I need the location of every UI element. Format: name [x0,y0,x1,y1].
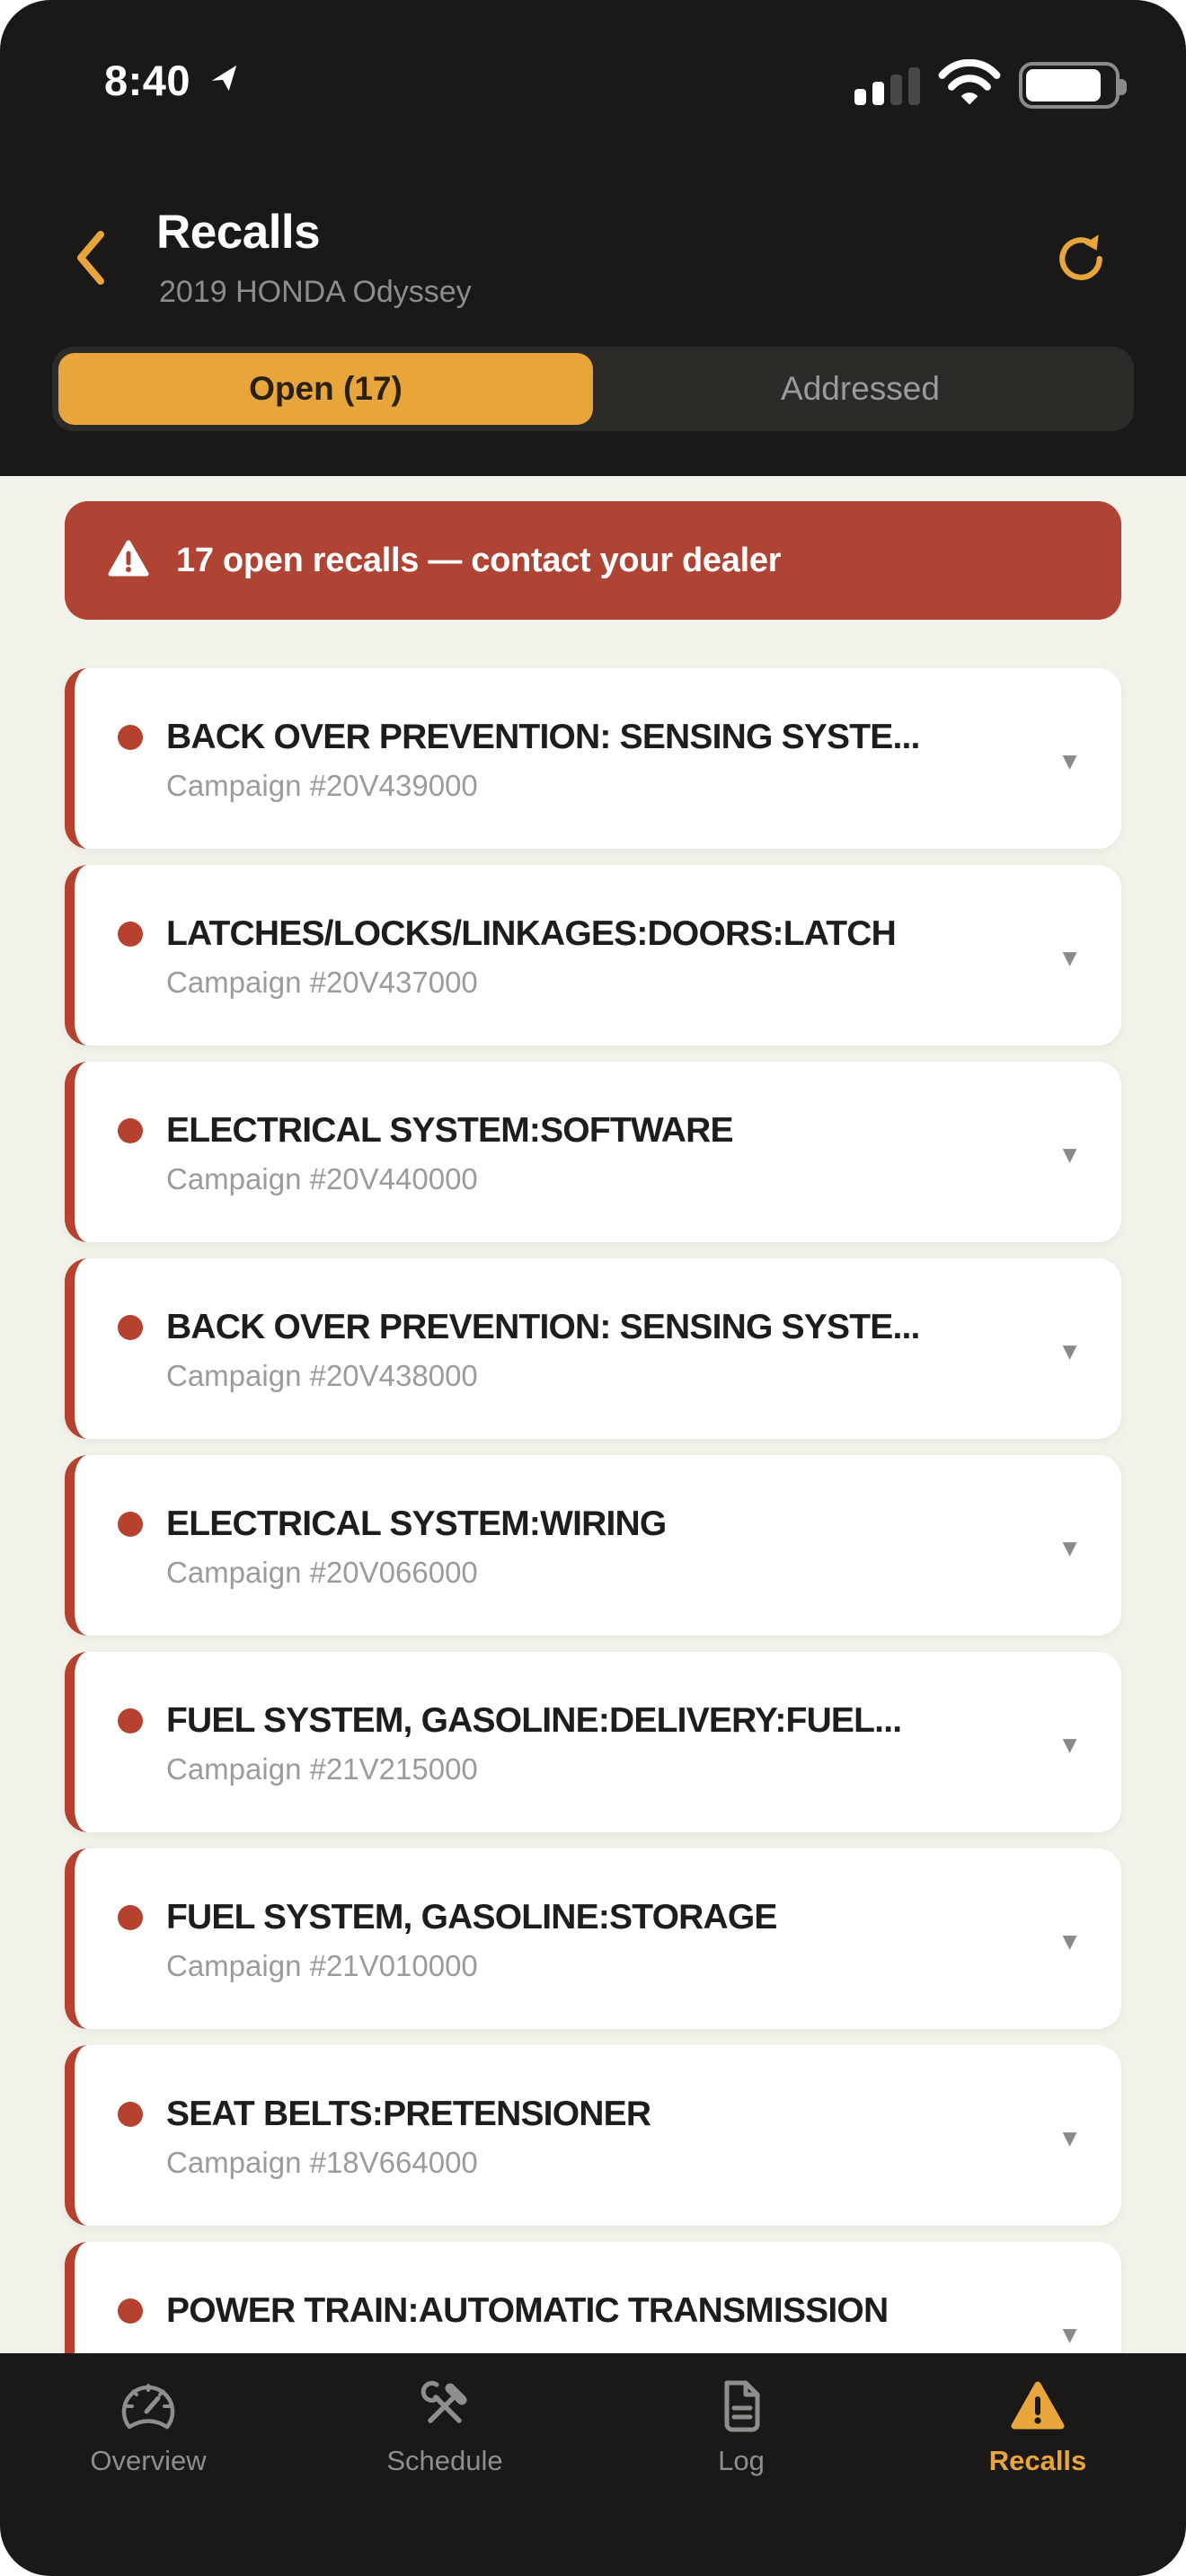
segmented-control [52,347,1134,431]
recall-title: FUEL SYSTEM, GASOLINE:STORAGE [166,1898,777,1936]
tab-open[interactable]: Open (17) [58,353,593,425]
recall-title: SEAT BELTS:PRETENSIONER [166,2095,651,2133]
open-status-dot-icon [118,1512,143,1537]
page-title: Recalls [156,206,321,259]
chevron-down-icon[interactable]: ▼ [1058,1534,1082,1562]
recall-campaign: Campaign #20V437000 [166,966,478,999]
recall-campaign: Campaign #20V066000 [166,1556,478,1589]
cellular-signal-icon [854,66,920,105]
chevron-down-icon[interactable]: ▼ [1058,1928,1082,1955]
back-button[interactable] [72,228,111,287]
gauge-icon [119,2377,177,2436]
recall-card[interactable] [65,1455,1121,1636]
open-status-dot-icon [118,922,143,947]
recall-list-section [0,476,1186,2576]
refresh-button[interactable] [1055,230,1107,284]
chevron-left-icon [72,228,111,287]
recall-title: BACK OVER PREVENTION: SENSING SYSTE... [166,1308,920,1346]
tab-label: Schedule [386,2445,503,2476]
recall-campaign: Campaign #20V440000 [166,1162,478,1195]
chevron-down-icon[interactable]: ▼ [1058,747,1082,775]
chevron-down-icon[interactable]: ▼ [1058,1337,1082,1365]
recall-title: FUEL SYSTEM, GASOLINE:DELIVERY:FUEL... [166,1701,902,1740]
chevron-down-icon[interactable]: ▼ [1058,944,1082,972]
open-status-dot-icon [118,1905,143,1930]
recall-title: POWER TRAIN:AUTOMATIC TRANSMISSION [166,2291,889,2330]
recall-card[interactable] [65,668,1121,849]
chevron-down-icon[interactable]: ▼ [1058,2321,1082,2349]
battery-icon [1019,62,1120,109]
tab-bar [0,2353,1186,2576]
recall-card[interactable] [65,1848,1121,2029]
recall-campaign: Campaign #18V664000 [166,2146,478,2179]
recall-title: ELECTRICAL SYSTEM:WIRING [166,1504,667,1543]
recall-cards [65,668,1121,2422]
tab-label: Recalls [988,2445,1087,2476]
vehicle-subtitle: 2019 HONDA Odyssey [159,275,472,309]
recall-card[interactable] [65,1062,1121,1242]
recall-title: ELECTRICAL SYSTEM:SOFTWARE [166,1111,733,1150]
tab-overview[interactable] [0,2353,296,2576]
tab-log[interactable] [593,2353,890,2576]
status-bar [0,54,1186,111]
recall-card[interactable] [65,865,1121,1045]
recall-card[interactable] [65,1652,1121,1832]
alert-banner [65,501,1121,620]
tab-recalls[interactable] [890,2353,1186,2576]
refresh-icon [1055,230,1107,284]
recall-campaign: Campaign #20V439000 [166,769,478,802]
tab-addressed[interactable]: Addressed [781,370,940,407]
recall-campaign: Campaign #20V438000 [166,1359,478,1392]
document-icon [716,2377,766,2436]
warning-triangle-icon [108,540,149,582]
alert-text: 17 open recalls — contact your dealer [176,541,782,579]
tab-label: Log [718,2445,765,2476]
recall-title: BACK OVER PREVENTION: SENSING SYSTE... [166,718,920,756]
open-status-dot-icon [118,725,143,750]
location-arrow-icon [208,63,239,98]
wifi-icon [938,59,1001,110]
chevron-down-icon[interactable]: ▼ [1058,2124,1082,2152]
open-status-dot-icon [118,1708,143,1734]
recall-card[interactable] [65,1258,1121,1439]
tab-label: Overview [90,2445,207,2476]
tab-schedule[interactable] [296,2353,593,2576]
chevron-down-icon[interactable]: ▼ [1058,1731,1082,1759]
chevron-down-icon[interactable]: ▼ [1058,1141,1082,1169]
open-status-dot-icon [118,2102,143,2127]
status-icons [854,59,1120,110]
recall-campaign: Campaign #21V010000 [166,1949,478,1982]
warning-triangle-icon [1009,2377,1067,2436]
status-time: 8:40 [104,57,191,104]
tools-icon [416,2377,474,2436]
recall-campaign: Campaign #21V215000 [166,1752,478,1786]
open-status-dot-icon [118,1315,143,1340]
recall-title: LATCHES/LOCKS/LINKAGES:DOORS:LATCH [166,914,896,953]
header-section [0,0,1186,476]
recall-card[interactable] [65,2045,1121,2226]
open-status-dot-icon [118,2298,143,2324]
open-status-dot-icon [118,1118,143,1143]
